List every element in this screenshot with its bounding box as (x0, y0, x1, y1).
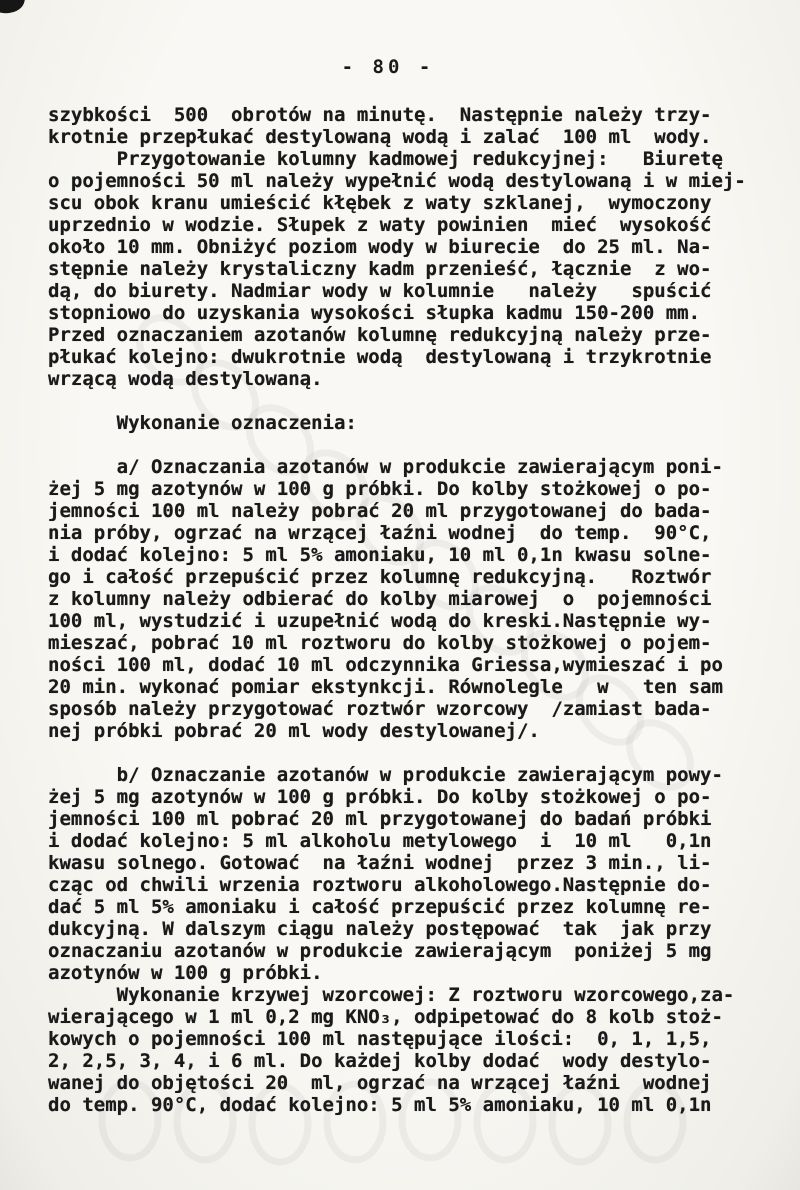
text-line: wrzącą wodą destylowaną. (48, 368, 323, 390)
text-line: Przygotowanie kolumny kadmowej redukcyjnej: Biuretę (48, 148, 723, 170)
text-line: sposób należy przygotować roztwór wzorcowy /zamiast bada- (48, 698, 712, 720)
scan-corner-artifact (0, 0, 26, 16)
text-line: około 10 mm. Obniżyć poziom wody w biurecie do 25 ml. Na- (48, 236, 712, 258)
text-line: z kolumny należy odbierać do kolby miarowej o pojemności (48, 588, 712, 610)
paragraph-intro-continuation (48, 104, 770, 148)
text-line: scu obok kranu umieścić kłębek z waty szklanej, wymoczony (48, 192, 712, 214)
text-line: o pojemności 50 ml należy wypełnić wodą destylowaną i w miej- (48, 170, 746, 192)
text-line: jemności 100 ml należy pobrać 20 ml przygotowanej do bada- (48, 500, 712, 522)
text-line: żej 5 mg azotynów w 100 g próbki. Do kolby stożkowej o po- (48, 478, 712, 500)
text-line: uprzednio w wodzie. Słupek z waty powinien mieć wysokość (48, 214, 712, 236)
text-line: płukać kolejno: dwukrotnie wodą destylowaną i trzykrotnie (48, 346, 712, 368)
text-line: Wykonanie krzywej wzorcowej: Z roztworu wzorcowego,za- (48, 984, 735, 1006)
text-line: dukcyjną. W dalszym ciągu należy postępować tak jak przy (48, 918, 712, 940)
text-line: kwasu solnego. Gotować na łaźni wodnej przez 3 min., li- (48, 852, 712, 874)
text-line: mieszać, pobrać 10 ml roztworu do kolby stożkowej o pojem- (48, 632, 712, 654)
text-line: 2, 2,5, 3, 4, i 6 ml. Do każdej kolby dodać wody destylo- (48, 1050, 712, 1072)
paragraph-a-low-nitrite (48, 456, 770, 742)
text-line: 100 ml, wystudzić i uzupełnić wodą do kreski.Następnie wy- (48, 610, 712, 632)
text-line: szybkości 500 obrotów na minutę. Następnie należy trzy- (48, 104, 712, 126)
text-line: do temp. 90°C, dodać kolejno: 5 ml 5% amoniaku, 10 ml 0,1n (48, 1094, 712, 1116)
text-line: nej próbki pobrać 20 ml wody destylowanej/. (48, 720, 540, 742)
text-line: oznaczaniu azotanów w produkcie zawierającym poniżej 5 mg (48, 940, 712, 962)
text-line: Przed oznaczaniem azotanów kolumnę redukcyjną należy prze- (48, 324, 712, 346)
text-line: żej 5 mg azotynów w 100 g próbki. Do kolby stożkowej o po- (48, 786, 712, 808)
text-line: krotnie przepłukać destylowaną wodą i zalać 100 ml wody. (48, 126, 712, 148)
text-line: jemności 100 ml pobrać 20 ml przygotowanej do badań próbki (48, 808, 712, 830)
text-line: dą, do biurety. Nadmiar wody w kolumnie należy spuścić (48, 280, 712, 302)
page-number: - 80 - (341, 56, 435, 78)
heading-wykonanie-oznaczenia (48, 412, 770, 434)
text-line: i dodać kolejno: 5 ml alkoholu metylowego i 10 ml 0,1n (48, 830, 712, 852)
text-line: stępnie należy krystaliczny kadm przenieść, łącznie z wo- (48, 258, 712, 280)
text-line: azotynów w 100 g próbki. (48, 962, 323, 984)
paragraph-column-preparation (48, 148, 770, 390)
text-line: wanej do objętości 20 ml, ogrzać na wrzącej łaźni wodnej (48, 1072, 712, 1094)
text-line: b/ Oznaczanie azotanów w produkcie zawierającym powy- (48, 764, 723, 786)
text-line: nia próby, ogrzać na wrzącej łaźni wodnej do temp. 90°C, (48, 522, 712, 544)
text-line: kowych o pojemności 100 ml następujące ilości: 0, 1, 1,5, (48, 1028, 712, 1050)
text-line: cząc od chwili wrzenia roztworu alkoholowego.Następnie do- (48, 874, 712, 896)
text-line: wierającego w 1 ml 0,2 mg KNO₃, odpipetować do 8 kolb stoż- (48, 1006, 723, 1028)
text-line: a/ Oznaczania azotanów w produkcie zawierającym poni- (48, 456, 723, 478)
text-line: stopniowo do uzyskania wysokości słupka kadmu 150-200 mm. (48, 302, 701, 324)
text-line: dać 5 ml 5% amoniaku i całość przepuścić przez kolumnę re- (48, 896, 712, 918)
text-line: Wykonanie oznaczenia: (48, 412, 357, 434)
paragraph-b-high-nitrite (48, 764, 770, 984)
page-body (48, 104, 770, 1116)
text-line: i dodać kolejno: 5 ml 5% amoniaku, 10 ml 0,1n kwasu solne- (48, 544, 712, 566)
paragraph-calibration-curve (48, 984, 770, 1116)
text-line: ności 100 ml, dodać 10 ml odczynnika Griessa,wymieszać i po (48, 654, 723, 676)
text-line: go i całość przepuścić przez kolumnę redukcyjną. Roztwór (48, 566, 712, 588)
text-line: 20 min. wykonać pomiar ekstynkcji. Równolegle w ten sam (48, 676, 723, 698)
